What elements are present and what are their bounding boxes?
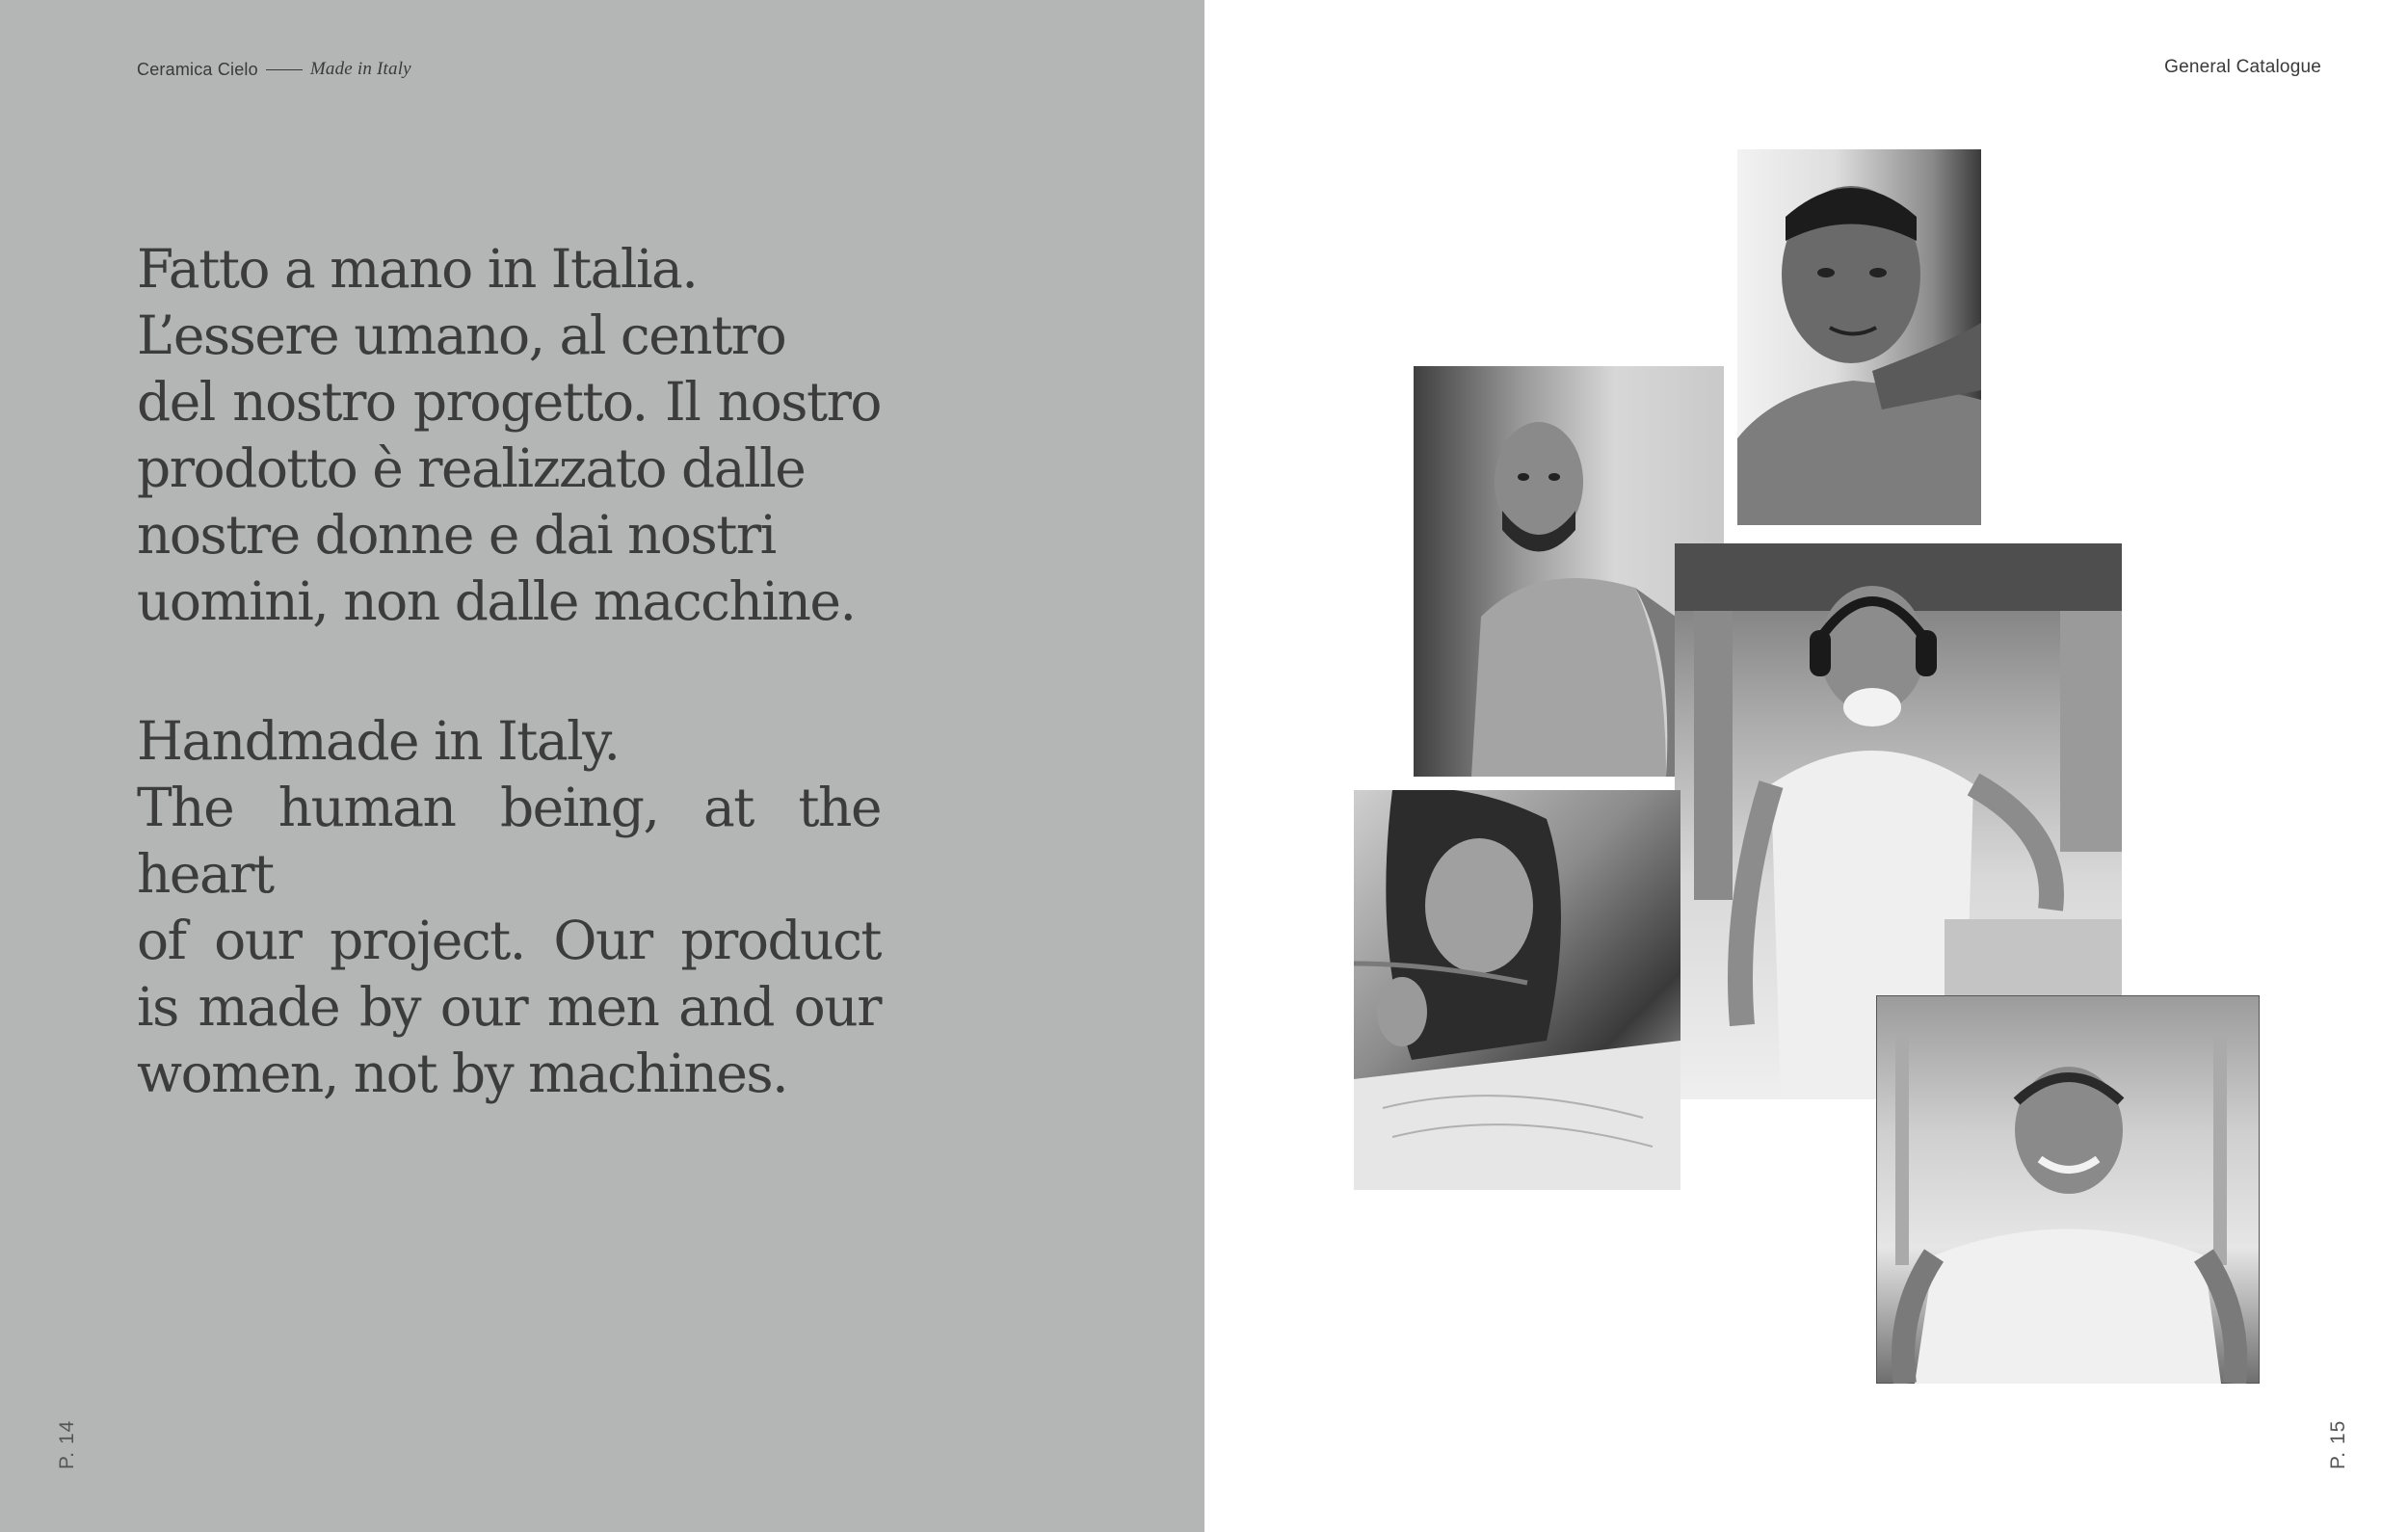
brand-name: Ceramica Cielo [137, 59, 258, 79]
english-text-block [137, 708, 881, 1107]
italian-line: Fatto a mano in Italia. [137, 238, 698, 300]
english-line: The human being, at the heart [137, 777, 881, 905]
italian-text-block [137, 236, 881, 635]
italian-line: uomini, non dalle macchine. [137, 570, 856, 632]
woman-crafting-icon [1354, 790, 1680, 1190]
photo-man-smiling [1876, 995, 2260, 1384]
dash-divider [266, 69, 303, 70]
tagline: Made in Italy [309, 59, 411, 79]
catalogue-title: General Catalogue [2164, 57, 2321, 77]
italian-line: prodotto è realizzato dalle [137, 437, 806, 499]
running-head [137, 59, 411, 80]
photo-woman-crafting [1354, 790, 1680, 1190]
smiling-man-icon [1876, 995, 2260, 1384]
photo-man-closeup [1737, 149, 1981, 525]
page-number-left: P. 14 [56, 1419, 78, 1469]
english-line: of our project. Our product [137, 910, 881, 971]
page-number-right: P. 15 [2327, 1419, 2349, 1469]
italian-line: nostre donne e dai nostri [137, 504, 776, 566]
italian-line: del nostro progetto. Il nostro [137, 371, 881, 433]
portrait-figure-icon [1737, 149, 1981, 525]
english-line: Handmade in Italy. [137, 710, 620, 772]
english-line: women, not by machines. [137, 1043, 788, 1104]
italian-line: L’essere umano, al centro [137, 304, 786, 366]
english-line: is made by our men and our [137, 976, 881, 1038]
